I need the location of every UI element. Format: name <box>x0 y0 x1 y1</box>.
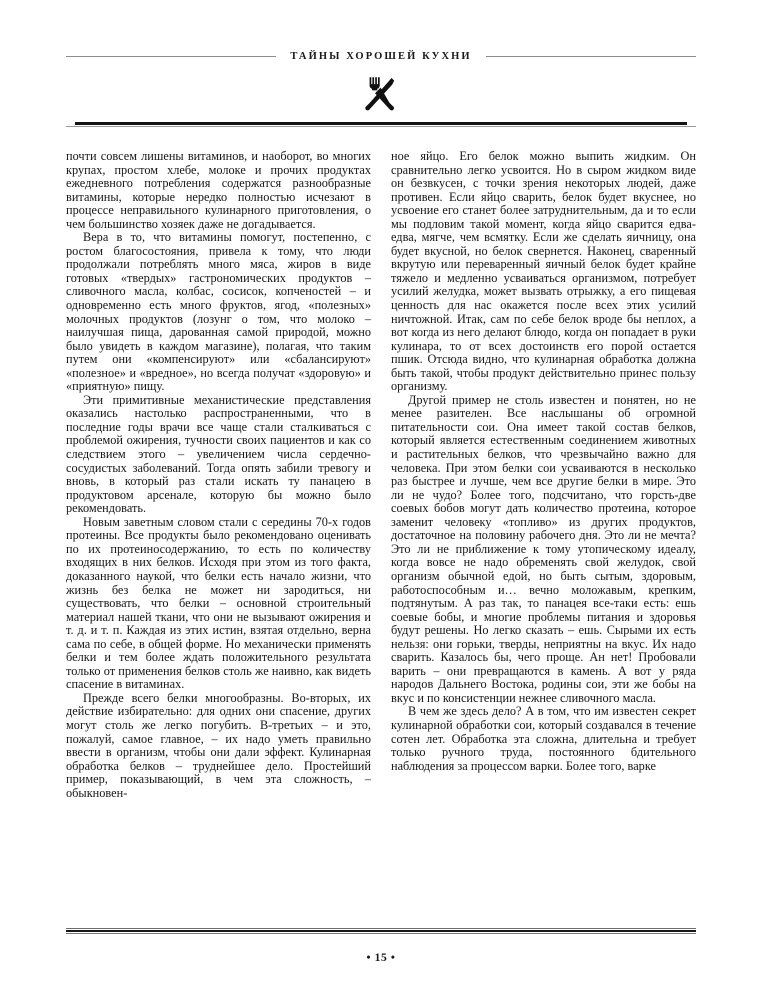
bottom-rule-thin-top <box>66 928 696 929</box>
bottom-rule-thin-bottom <box>66 933 696 934</box>
paragraph: Новым заветным словом стали с середины 70-х годов протеины. Все продукты было рекомендовано оценивать по их протеиносодержанию, то есть по количеству входящих в них белков. Исходя при этом из того факта, доказанного наукой, что белки есть начало жизни, что жизнь без белка не может ни зародиться, ни существовать, что белки – основной строительный материал нашей ткани, что они не вызывают ожирения и т. д. и т. п. Каждая из этих истин, взятая отдельно, верна сама по себе, в общей форме. Но механически применять белки и тем более ждать положительного результата только от применения белков столь же наивно, как видеть спасение в витаминах. <box>66 514 371 692</box>
bottom-divider-rule <box>66 928 696 934</box>
crossed-fork-and-knife-icon <box>358 71 404 117</box>
running-head-rule-right <box>486 56 696 57</box>
top-rule-thick <box>75 122 687 125</box>
running-head-title: ТАЙНЫ ХОРОШЕЙ КУХНИ <box>290 50 472 62</box>
ornament <box>0 72 762 116</box>
paragraph: Другой пример не столь известен и понятен, но не менее разителен. Все наслышаны об огромной питательности сои. Она имеет такой состав белков, который является естественным соединением животных и растительных белков, что чрезвычайно важно для человека. При этом белки сои усваиваются в несколько раз быстрее и лучше, чем все другие белки в мире. Это ли не чудо? Более того, подсчитано, что горсть-две соевых бобов могут дать количество протеина, которое заменит человеку «топливо» из других продуктов, достаточное на половину рабочего дня. Это ли не мечта? Это ли не приближение к тому утопическому идеалу, когда вовсе не надо обременять свой желудок, свой организм обычной едой, но быть сытым, здоровым, работоспособным и… вечно моложавым, крепким, подтянутым. А раз так, то панацея все-таки есть: ешь соевые бобы, и многие проблемы питания и здоровья будут решены. Но легко сказать – ешь. Сырыми их есть нельзя: они горьки, тверды, неприятны на вкус. Их надо сварить. Казалось бы, чего проще. Ан нет! Пробовали варить – они превращаются в камень. А вот у ряда народов Дальнего Востока, родины сои, эти же бобы на вкус и по консистенции нежнее сливочного масла. <box>391 392 696 705</box>
body-columns <box>66 150 696 910</box>
paragraph: ное яйцо. Его белок можно выпить жидким. Он сравнительно легко усвоится. Но в сыром жидком виде он безвкусен, с точки зрения некоторых людей, даже противен. Если яйцо сварить, белок будет вкуснее, но усвоение его станет более затруднительным, да и то если мы подловим такой момент, когда яйцо сварится едва-едва, мягче, чем всмятку. Если же сделать яичницу, она будет вкусной, но белок свернется. Наконец, сваренный вкрутую или переваренный яичный белок будет крайне тяжело и медленно усваиваться организмом, потребует усилий желудка, может вызвать отрыжку, а его пищевая ценность для нас окажется после всех этих усилий ничтожной. Итак, сам по себе белок вроде бы неплох, а вот когда из него делают блюдо, когда он попадает в руки кулинара, то от всех достоинств его порой остается пшик. Отсюда видно, что кулинарная обработка должна быть такой, чтобы продукт действительно принес пользу организму. <box>391 149 696 394</box>
top-rule-thin <box>66 126 696 127</box>
left-column <box>66 150 371 910</box>
paragraph: почти совсем лишены витаминов, и наоборот, во многих крупах, простом хлебе, молоке и прочих продуктах ежедневного потребления содержатся разнообразные витамины, которые нередко полностью исчезают в процессе неправильного кулинарного приготовления, о чем большинство хозяек даже не догадывается. <box>66 149 371 231</box>
right-column <box>391 150 696 910</box>
running-head <box>66 46 696 66</box>
paragraph: Вера в то, что витамины помогут, постепенно, с ростом благосостояния, привела к тому, что люди продолжали потреблять много мяса, жиров в виде готовых «твердых» гастрономических продуктов – сливочного масла, колбас, сосисок, копченостей – и одновременно есть много фруктов, ягод, «полезных» молочных продуктов (лозунг о том, что молоко – наилучшая пища, дарованная самой природой, можно было увидеть в каждом магазине), полагая, что таким путем они «компенсируют» или «сбалансируют» «полезное» и «вредное», но всегда получат «здоровую» и «приятную» пищу. <box>66 230 371 394</box>
running-head-rule-left <box>66 56 276 57</box>
top-divider-rule <box>66 122 696 128</box>
page-number: • 15 • <box>366 952 396 964</box>
paragraph: Эти примитивные механистические представления оказались настолько распространенными, что в последние годы врачи все чаще стали сталкиваться с проблемой ожирения, тучности своих пациентов и как со следствием этого – увеличением числа сердечно-сосудистых заболеваний. Тогда опять забили тревогу и вновь, в который раз стали искать ту панацею в продуктовом арсенале, которую бы можно было рекомендовать. <box>66 392 371 516</box>
paragraph: Прежде всего белки многообразны. Во-вторых, их действие избирательно: для одних они спасение, других могут столь же легко погубить. В-третьих – и это, пожалуй, самое главное, – их надо уметь правильно ввести в организм, чтобы они дали эффект. Кулинарная обработка белков – труднейшее дело. Простейший пример, показывающий, в чем эта сложность, – обыкновен- <box>66 690 371 800</box>
paragraph: В чем же здесь дело? А в том, что им известен секрет кулинарной обработки сои, который создавался в течение сотен лет. Обработка эта сложна, длительна и требует только ручного труда, постоянного бдительного наблюдения за процессом варки. Более того, варке <box>391 704 696 773</box>
bottom-rule-thick <box>66 930 696 932</box>
